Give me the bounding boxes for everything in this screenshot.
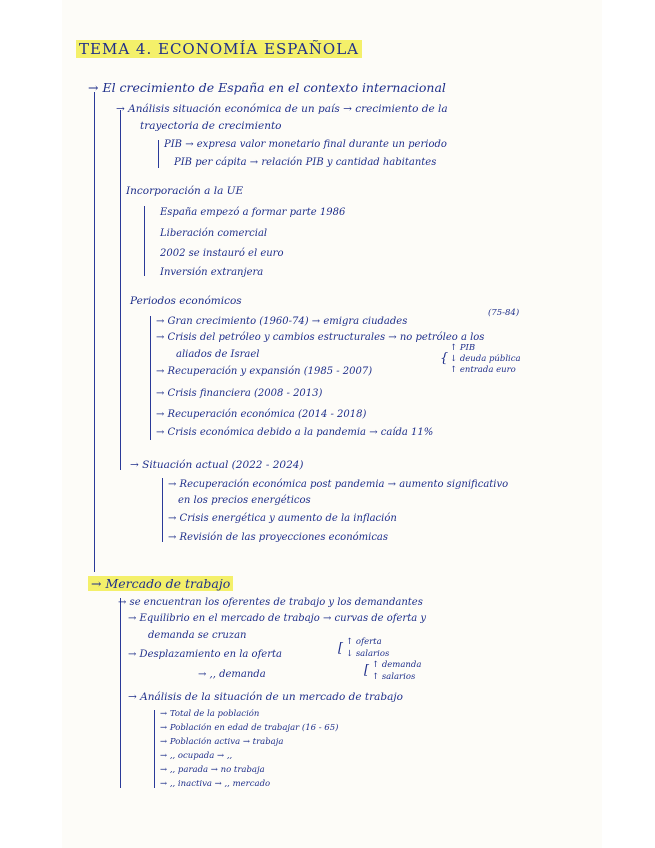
brace-item: ↑ PIB — [450, 343, 476, 353]
periodo-item: aliados de Israel — [176, 349, 260, 360]
periodos-bracket — [150, 316, 151, 440]
mercado-item: → se encuentran los oferentes de trabajo y los demandantes — [118, 597, 423, 608]
section2-heading: → Mercado de trabajo — [88, 578, 233, 591]
periodo-item: → Crisis del petróleo y cambios estructurales → no petróleo a los — [156, 332, 485, 343]
section1-subbracket — [120, 110, 121, 470]
situacion-item: en los precios energéticos — [178, 495, 311, 506]
poblacion-item: → Total de la población — [160, 709, 260, 719]
periodo-item: → Crisis financiera (2008 - 2013) — [156, 388, 323, 399]
demanda-brace-item: ↑ demanda — [372, 660, 422, 670]
mercado-item: demanda se cruzan — [148, 630, 247, 641]
situacion-heading: → Situación actual (2022 - 2024) — [130, 459, 304, 471]
brace-icon: { — [440, 351, 449, 366]
periodo-item: → Recuperación y expansión (1985 - 2007) — [156, 366, 373, 377]
oferta-brace-item: ↓ salarios — [346, 649, 390, 659]
mercado-item: → Equilibrio en el mercado de trabajo → curvas de oferta y — [128, 613, 426, 624]
oferta-brace-item: ↑ oferta — [346, 637, 382, 647]
section1-bracket — [94, 92, 95, 572]
brace-icon: [ — [364, 663, 370, 678]
situacion-item: → Recuperación económica post pandemia → aumento significativo — [168, 479, 509, 490]
notebook-page — [62, 0, 602, 848]
mercado-analisis-bracket — [154, 710, 155, 788]
mercado-item: → ,, demanda — [198, 669, 266, 680]
section1-heading: → El crecimiento de España en el contexto internacional — [88, 80, 446, 95]
brace-item: ↑ entrada euro — [450, 365, 516, 375]
pib-pc-item: PIB per cápita → relación PIB y cantidad habitantes — [174, 157, 437, 168]
periodo-item: → Recuperación económica (2014 - 2018) — [156, 409, 367, 420]
pib-bracket — [158, 140, 159, 168]
page-title: TEMA 4. ECONOMÍA ESPAÑOLA — [76, 42, 362, 57]
demanda-brace-item: ↑ salarios — [372, 672, 416, 682]
analisis-line1: → Análisis situación económica de un país → crecimiento de la — [116, 103, 448, 115]
periodo-note-years: (75-84) — [488, 308, 520, 318]
poblacion-item: → Población activa → trabaja — [160, 737, 284, 747]
periodo-item: → Gran crecimiento (1960-74) → emigra ciudades — [156, 316, 408, 327]
poblacion-item: → Población en edad de trabajar (16 - 65) — [160, 723, 339, 733]
mercado-analisis-heading: → Análisis de la situación de un mercado de trabajo — [128, 691, 403, 703]
ue-heading: Incorporación a la UE — [126, 185, 244, 197]
analisis-line2: trayectoria de crecimiento — [140, 120, 282, 132]
section2-bracket — [120, 598, 121, 788]
poblacion-item: → ,, ocupada → ,, — [160, 751, 233, 761]
brace-icon: [ — [338, 641, 344, 656]
situacion-bracket — [162, 478, 163, 542]
ue-bracket — [144, 206, 145, 276]
ue-item: Liberación comercial — [160, 228, 268, 239]
poblacion-item: → ,, parada → no trabaja — [160, 765, 265, 775]
ue-item: Inversión extranjera — [160, 267, 264, 278]
situacion-item: → Revisión de las proyecciones económicas — [168, 532, 389, 543]
brace-item: ↓ deuda pública — [450, 354, 521, 364]
mercado-item: → Desplazamiento en la oferta — [128, 649, 282, 660]
ue-item: 2002 se instauró el euro — [160, 248, 284, 259]
periodo-item: → Crisis económica debido a la pandemia → caída 11% — [156, 427, 434, 438]
periodos-heading: Periodos económicos — [130, 295, 242, 307]
situacion-item: → Crisis energética y aumento de la inflación — [168, 513, 397, 524]
poblacion-item: → ,, inactiva → ,, mercado — [160, 779, 271, 789]
pib-item: PIB → expresa valor monetario final durante un periodo — [164, 139, 447, 150]
ue-item: España empezó a formar parte 1986 — [160, 207, 346, 218]
